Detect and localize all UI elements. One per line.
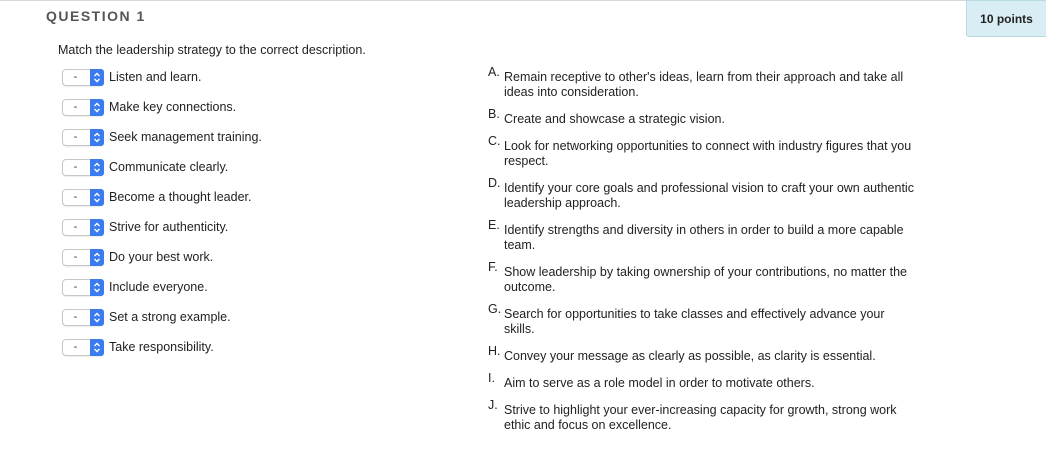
description-letter: A. <box>488 65 500 79</box>
strategy-row <box>62 68 201 86</box>
strategy-row <box>62 278 208 296</box>
strategy-label: Do your best work. <box>109 250 214 264</box>
strategy-label: Set a strong example. <box>109 310 231 324</box>
description-text: Create and showcase a strategic vision. <box>504 112 725 126</box>
description-text: Identify strengths and diversity in others in order to build a more capable team. <box>504 223 904 252</box>
select-value: - <box>73 191 78 203</box>
answer-select[interactable] <box>62 219 104 236</box>
question-title: QUESTION 1 <box>46 8 146 24</box>
description-text: Aim to serve as a role model in order to motivate others. <box>504 376 815 390</box>
select-value: - <box>73 281 78 293</box>
updown-chevron-icon[interactable] <box>90 69 104 86</box>
updown-chevron-icon[interactable] <box>90 339 104 356</box>
description-letter: F. <box>488 260 498 274</box>
description-letter: J. <box>488 398 498 412</box>
strategy-label: Strive for authenticity. <box>109 220 229 234</box>
strategy-row <box>62 248 213 266</box>
strategy-row <box>62 308 231 326</box>
strategy-row <box>62 218 228 236</box>
select-value: - <box>73 311 78 323</box>
select-value: - <box>73 161 78 173</box>
updown-chevron-icon[interactable] <box>90 219 104 236</box>
description-text: Search for opportunities to take classes and effectively advance your skills. <box>504 307 885 336</box>
select-value: - <box>73 131 78 143</box>
select-value: - <box>73 101 78 113</box>
answer-select[interactable] <box>62 129 104 146</box>
select-value: - <box>73 71 78 83</box>
updown-chevron-icon[interactable] <box>90 99 104 116</box>
strategy-label: Listen and learn. <box>109 70 202 84</box>
strategy-label: Include everyone. <box>109 280 208 294</box>
select-value: - <box>73 221 78 233</box>
top-divider <box>0 0 1046 1</box>
strategy-row <box>62 98 236 116</box>
description-letter: H. <box>488 344 501 358</box>
description-letter: I. <box>488 371 495 385</box>
updown-chevron-icon[interactable] <box>90 309 104 326</box>
description-letter: G. <box>488 302 502 316</box>
strategy-row <box>62 188 251 206</box>
description-text: Identify your core goals and professional vision to craft your own authentic leadership approach. <box>504 181 914 210</box>
question-prompt: Match the leadership strategy to the correct description. <box>58 43 366 57</box>
answer-select[interactable] <box>62 249 104 266</box>
strategy-label: Make key connections. <box>109 100 237 114</box>
description-letter: B. <box>488 107 500 121</box>
strategy-label: Communicate clearly. <box>109 160 229 174</box>
strategy-label: Seek management training. <box>109 130 262 144</box>
description-text: Look for networking opportunities to connect with industry figures that you respect. <box>504 139 912 168</box>
answer-select[interactable] <box>62 189 104 206</box>
select-value: - <box>73 251 78 263</box>
updown-chevron-icon[interactable] <box>90 129 104 146</box>
updown-chevron-icon[interactable] <box>90 249 104 266</box>
description-letter: D. <box>488 176 501 190</box>
updown-chevron-icon[interactable] <box>90 159 104 176</box>
strategy-row <box>62 128 262 146</box>
answer-select[interactable] <box>62 159 104 176</box>
description-text: Show leadership by taking ownership of your contributions, no matter the outcome. <box>504 265 908 294</box>
updown-chevron-icon[interactable] <box>90 279 104 296</box>
description-letter: C. <box>488 134 501 148</box>
description-letter: E. <box>488 218 500 232</box>
select-value: - <box>73 341 78 353</box>
strategy-label: Take responsibility. <box>109 340 214 354</box>
description-text: Strive to highlight your ever-increasing capacity for growth, strong work ethic and focus on excellence. <box>504 403 897 432</box>
answer-select[interactable] <box>62 99 104 116</box>
updown-chevron-icon[interactable] <box>90 189 104 206</box>
strategy-row <box>62 338 214 356</box>
strategy-row <box>62 158 228 176</box>
points-badge: 10 points <box>966 0 1046 37</box>
answer-select[interactable] <box>62 69 104 86</box>
strategy-label: Become a thought leader. <box>109 190 252 204</box>
answer-select[interactable] <box>62 309 104 326</box>
answer-select[interactable] <box>62 279 104 296</box>
answer-select[interactable] <box>62 339 104 356</box>
description-text: Remain receptive to other's ideas, learn from their approach and take all ideas into consideration. <box>504 70 904 99</box>
description-text: Convey your message as clearly as possible, as clarity is essential. <box>504 349 876 363</box>
